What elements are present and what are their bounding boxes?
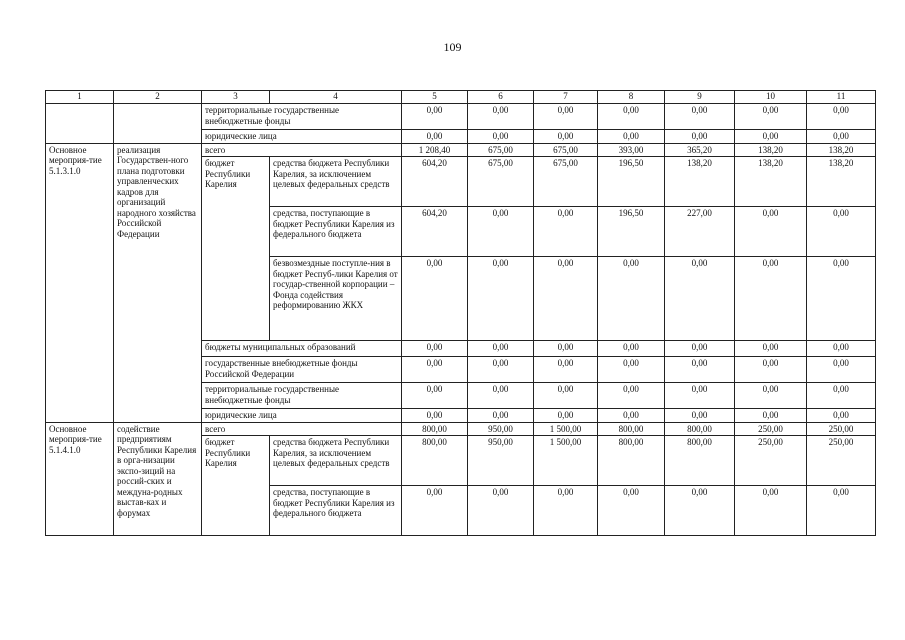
- header-row: [46, 91, 876, 104]
- value-cell: 0,00: [665, 341, 735, 357]
- value-cell: 0,00: [598, 341, 665, 357]
- source-label: государственные внебюджетные фонды Российской Федерации: [202, 357, 402, 383]
- value-cell: 800,00: [665, 436, 735, 486]
- source-label: всего: [202, 422, 402, 436]
- value-cell: 0,00: [735, 104, 807, 130]
- value-cell: 800,00: [598, 436, 665, 486]
- value-cell: 0,00: [807, 130, 876, 144]
- header-cell: 3: [202, 91, 270, 104]
- empty-cell: [114, 104, 202, 144]
- value-cell: 250,00: [807, 422, 876, 436]
- value-cell: 675,00: [468, 157, 534, 207]
- value-cell: 0,00: [665, 130, 735, 144]
- value-cell: 0,00: [402, 357, 468, 383]
- activity-name: реализация Государствен-ного плана подготовки управленческих кадров для организаций народного хозяйства Российской Федерации: [114, 143, 202, 422]
- value-cell: 0,00: [402, 130, 468, 144]
- activity-code: Основное мероприя-тие 5.1.4.1.0: [46, 422, 114, 536]
- value-cell: 138,20: [807, 143, 876, 157]
- value-cell: 0,00: [468, 207, 534, 257]
- table-row: [46, 422, 876, 436]
- value-cell: 0,00: [665, 409, 735, 423]
- header-cell: 11: [807, 91, 876, 104]
- value-cell: 0,00: [534, 104, 598, 130]
- source-label: территориальные государственные внебюджетные фонды: [202, 104, 402, 130]
- value-cell: 196,50: [598, 157, 665, 207]
- value-cell: 800,00: [402, 436, 468, 486]
- source-label: юридические лица: [202, 409, 402, 423]
- source-label: бюджеты муниципальных образований: [202, 341, 402, 357]
- value-cell: 0,00: [735, 486, 807, 536]
- value-cell: 0,00: [468, 409, 534, 423]
- value-cell: 675,00: [534, 157, 598, 207]
- value-cell: 0,00: [534, 383, 598, 409]
- value-cell: 0,00: [807, 257, 876, 341]
- value-cell: 0,00: [735, 257, 807, 341]
- value-cell: 0,00: [735, 383, 807, 409]
- page-number: 109: [443, 40, 462, 54]
- value-cell: 0,00: [402, 341, 468, 357]
- value-cell: 0,00: [534, 130, 598, 144]
- header-cell: 4: [270, 91, 402, 104]
- value-cell: 0,00: [598, 357, 665, 383]
- value-cell: 0,00: [534, 207, 598, 257]
- source-label: средства бюджета Республики Карелия, за исключением целевых федеральных средств: [270, 157, 402, 207]
- header-cell: 1: [46, 91, 114, 104]
- empty-cell: [46, 104, 114, 144]
- value-cell: 0,00: [665, 357, 735, 383]
- value-cell: 365,20: [665, 143, 735, 157]
- value-cell: 0,00: [534, 257, 598, 341]
- header-cell: 9: [665, 91, 735, 104]
- budget-table: [45, 90, 876, 536]
- value-cell: 0,00: [665, 104, 735, 130]
- value-cell: 675,00: [468, 143, 534, 157]
- value-cell: 0,00: [598, 104, 665, 130]
- value-cell: 950,00: [468, 436, 534, 486]
- value-cell: 604,20: [402, 157, 468, 207]
- budget-group: бюджет Республики Карелия: [202, 157, 270, 341]
- value-cell: 0,00: [735, 357, 807, 383]
- value-cell: 800,00: [598, 422, 665, 436]
- source-label: средства бюджета Республики Карелия, за исключением целевых федеральных средств: [270, 436, 402, 486]
- value-cell: 0,00: [468, 257, 534, 341]
- value-cell: 0,00: [807, 409, 876, 423]
- header-cell: 8: [598, 91, 665, 104]
- value-cell: 0,00: [402, 486, 468, 536]
- value-cell: 0,00: [468, 357, 534, 383]
- value-cell: 0,00: [807, 207, 876, 257]
- value-cell: 196,50: [598, 207, 665, 257]
- source-label: всего: [202, 143, 402, 157]
- value-cell: 800,00: [665, 422, 735, 436]
- value-cell: 138,20: [807, 157, 876, 207]
- value-cell: 0,00: [468, 104, 534, 130]
- value-cell: 0,00: [402, 383, 468, 409]
- value-cell: 0,00: [534, 341, 598, 357]
- value-cell: 1 500,00: [534, 422, 598, 436]
- value-cell: 0,00: [598, 257, 665, 341]
- value-cell: 250,00: [735, 436, 807, 486]
- value-cell: 0,00: [402, 409, 468, 423]
- value-cell: 0,00: [598, 383, 665, 409]
- value-cell: 0,00: [807, 104, 876, 130]
- header-cell: 7: [534, 91, 598, 104]
- value-cell: 0,00: [468, 341, 534, 357]
- header-cell: 2: [114, 91, 202, 104]
- value-cell: 0,00: [598, 130, 665, 144]
- value-cell: 0,00: [807, 486, 876, 536]
- value-cell: 0,00: [468, 130, 534, 144]
- value-cell: 0,00: [665, 383, 735, 409]
- value-cell: 1 500,00: [534, 436, 598, 486]
- source-label: средства, поступающие в бюджет Республики Карелия из федерального бюджета: [270, 486, 402, 536]
- value-cell: 0,00: [402, 257, 468, 341]
- value-cell: 393,00: [598, 143, 665, 157]
- value-cell: 0,00: [807, 341, 876, 357]
- value-cell: 0,00: [807, 357, 876, 383]
- value-cell: 0,00: [598, 486, 665, 536]
- source-label: юридические лица: [202, 130, 402, 144]
- source-label: территориальные государственные внебюджетные фонды: [202, 383, 402, 409]
- activity-name: содействие предприятиям Республики Карелия в орга-низации экспо-зиций на россий-ских и междуна-родных выстав-ках и форумах: [114, 422, 202, 536]
- value-cell: 0,00: [735, 130, 807, 144]
- value-cell: 0,00: [534, 486, 598, 536]
- value-cell: 0,00: [807, 383, 876, 409]
- value-cell: 250,00: [807, 436, 876, 486]
- value-cell: 604,20: [402, 207, 468, 257]
- value-cell: 0,00: [735, 207, 807, 257]
- value-cell: 0,00: [598, 409, 665, 423]
- source-label: средства, поступающие в бюджет Республики Карелия из федерального бюджета: [270, 207, 402, 257]
- value-cell: 1 208,40: [402, 143, 468, 157]
- value-cell: 0,00: [534, 409, 598, 423]
- value-cell: 800,00: [402, 422, 468, 436]
- header-cell: 5: [402, 91, 468, 104]
- header-cell: 6: [468, 91, 534, 104]
- value-cell: 138,20: [665, 157, 735, 207]
- value-cell: 0,00: [468, 383, 534, 409]
- value-cell: 250,00: [735, 422, 807, 436]
- value-cell: 0,00: [534, 357, 598, 383]
- header-cell: 10: [735, 91, 807, 104]
- budget-group: бюджет Республики Карелия: [202, 436, 270, 536]
- value-cell: 227,00: [665, 207, 735, 257]
- table-row: [46, 104, 876, 130]
- table-row: [46, 143, 876, 157]
- value-cell: 0,00: [665, 486, 735, 536]
- value-cell: 0,00: [402, 104, 468, 130]
- value-cell: 138,20: [735, 157, 807, 207]
- source-label: безвозмездные поступле-ния в бюджет Респуб-лики Карелия от государ-ственной корпорации – Фонда содействия реформированию ЖКХ: [270, 257, 402, 341]
- value-cell: 675,00: [534, 143, 598, 157]
- value-cell: 138,20: [735, 143, 807, 157]
- activity-code: Основное мероприя-тие 5.1.3.1.0: [46, 143, 114, 422]
- value-cell: 0,00: [665, 257, 735, 341]
- value-cell: 950,00: [468, 422, 534, 436]
- value-cell: 0,00: [468, 486, 534, 536]
- value-cell: 0,00: [735, 341, 807, 357]
- value-cell: 0,00: [735, 409, 807, 423]
